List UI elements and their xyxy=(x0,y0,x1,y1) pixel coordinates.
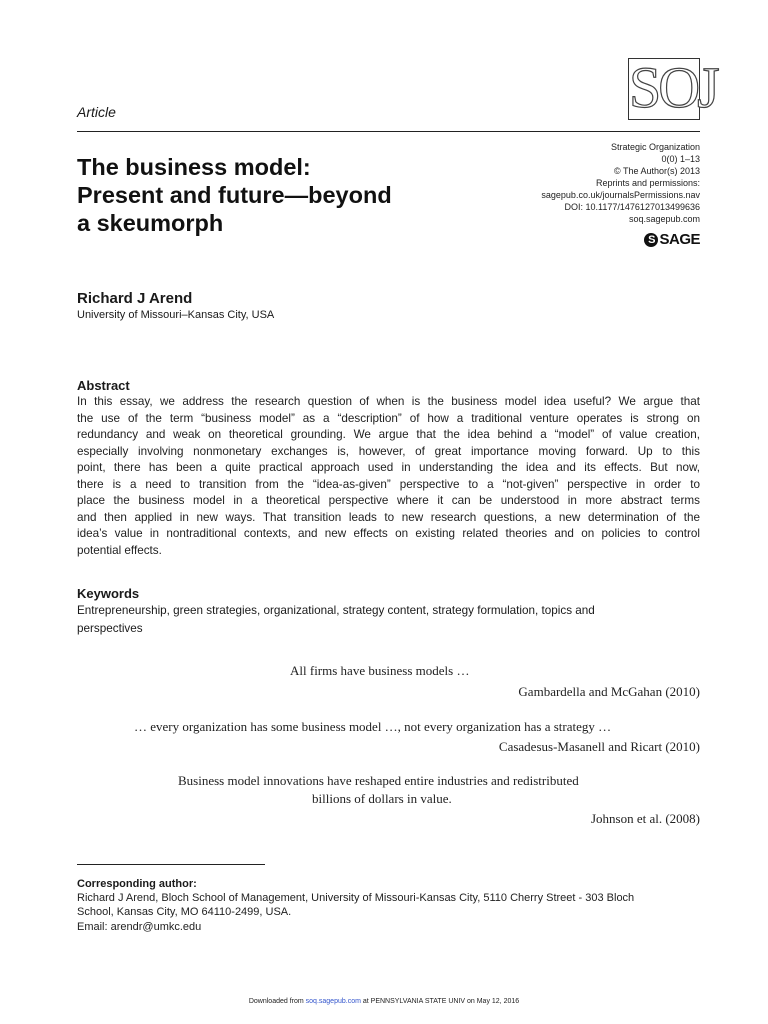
download-link[interactable]: soq.sagepub.com xyxy=(305,998,361,1005)
corresponding-address: School, Kansas City, MO 64110-2499, USA. xyxy=(77,906,292,918)
journal-issue: 0(0) 1–13 xyxy=(661,154,700,164)
article-title xyxy=(77,153,497,237)
doi[interactable]: DOI: 10.1177/1476127013499636 xyxy=(564,202,700,212)
abstract-line: point, there has been a quite practical approach used in understanding the idea and its effects. But now, xyxy=(77,461,700,474)
abstract-line: redundancy and weak on theoretical grounding. We argue that the idea behind a “model” of value creation, xyxy=(77,428,700,441)
abstract-heading: Abstract xyxy=(77,378,130,393)
article-type-label: Article xyxy=(77,104,116,120)
corresponding-author-label: Corresponding author: xyxy=(77,878,197,890)
corresponding-address: Richard J Arend, Bloch School of Management, University of Missouri-Kansas City, 5110 Cherry Street - 303 Bloch xyxy=(77,892,635,904)
abstract-line: there is a need to transition from the “idea-as-given” perspective to a “not-given” perspective in order to xyxy=(77,477,700,491)
abstract-line: especially involving nonmonetary exchanges is, however, of great importance moving forward. Up to this xyxy=(77,444,700,458)
epigraph-quote: … every organization has some business model …, not every organization has a strategy … xyxy=(134,719,612,734)
permissions-url[interactable]: sagepub.co.uk/journalsPermissions.nav xyxy=(541,190,700,200)
corresponding-email[interactable]: Email: arendr@umkc.edu xyxy=(77,921,202,933)
epigraph-quote: All firms have business models … xyxy=(290,663,470,678)
epigraph-attribution: Johnson et al. (2008) xyxy=(590,811,700,826)
keywords-body xyxy=(77,602,700,638)
journal-logo xyxy=(628,55,717,120)
header-rule xyxy=(77,131,700,132)
epigraph-quote: Business model innovations have reshaped entire industries and redistributed xyxy=(178,773,579,788)
footnote-rule xyxy=(77,864,265,865)
abstract-line: idea’s value in nontraditional contexts, and new effects on existing related theories and on policies to control xyxy=(77,527,700,540)
abstract-line: potential effects. xyxy=(77,543,162,557)
keywords-heading: Keywords xyxy=(77,586,140,601)
title-line: Present and future—beyond xyxy=(77,182,392,208)
copyright: © The Author(s) 2013 xyxy=(613,166,700,176)
download-note xyxy=(0,998,768,1005)
abstract-line: place the business model in a theoretical perspective where it can be understood in more abstract terms xyxy=(77,494,700,507)
epigraph-attribution: Casadesus-Masanell and Ricart (2010) xyxy=(498,739,700,754)
abstract-line: the use of the term “business model” as a “description” of how a traditional venture operates is strong on xyxy=(77,411,700,425)
author-affiliation: University of Missouri–Kansas City, USA xyxy=(77,309,275,321)
journal-name: Strategic Organization xyxy=(610,142,700,152)
keywords-line: Entrepreneurship, green strategies, organizational, strategy content, strategy formulation, topics and xyxy=(77,604,595,617)
publisher-mark-icon: S xyxy=(644,233,658,247)
abstract-body xyxy=(77,394,700,559)
publisher-logo xyxy=(610,231,700,249)
download-suffix: at PENNSYLVANIA STATE UNIV on May 12, 2016 xyxy=(360,998,520,1005)
author-name: Richard J Arend xyxy=(77,290,193,307)
title-line: The business model: xyxy=(77,154,311,180)
keywords-line: perspectives xyxy=(77,622,143,635)
download-prefix: Downloaded from xyxy=(248,998,306,1005)
publisher-name: SAGE xyxy=(659,231,700,248)
journal-logo-text: SOJ xyxy=(629,55,717,120)
abstract-line: and then applied in new ways. That transition leads to new research questions, a new determination of the xyxy=(77,510,700,524)
epigraph-attribution: Gambardella and McGahan (2010) xyxy=(518,684,700,699)
epigraph-quote: billions of dollars in value. xyxy=(312,791,452,806)
abstract-line: In this essay, we address the research question of when is the business model idea useful? We argue that xyxy=(77,395,700,408)
title-line: a skeumorph xyxy=(77,210,224,236)
journal-meta xyxy=(460,141,700,225)
permissions-label: Reprints and permissions: xyxy=(595,178,700,188)
journal-url[interactable]: soq.sagepub.com xyxy=(628,214,700,224)
